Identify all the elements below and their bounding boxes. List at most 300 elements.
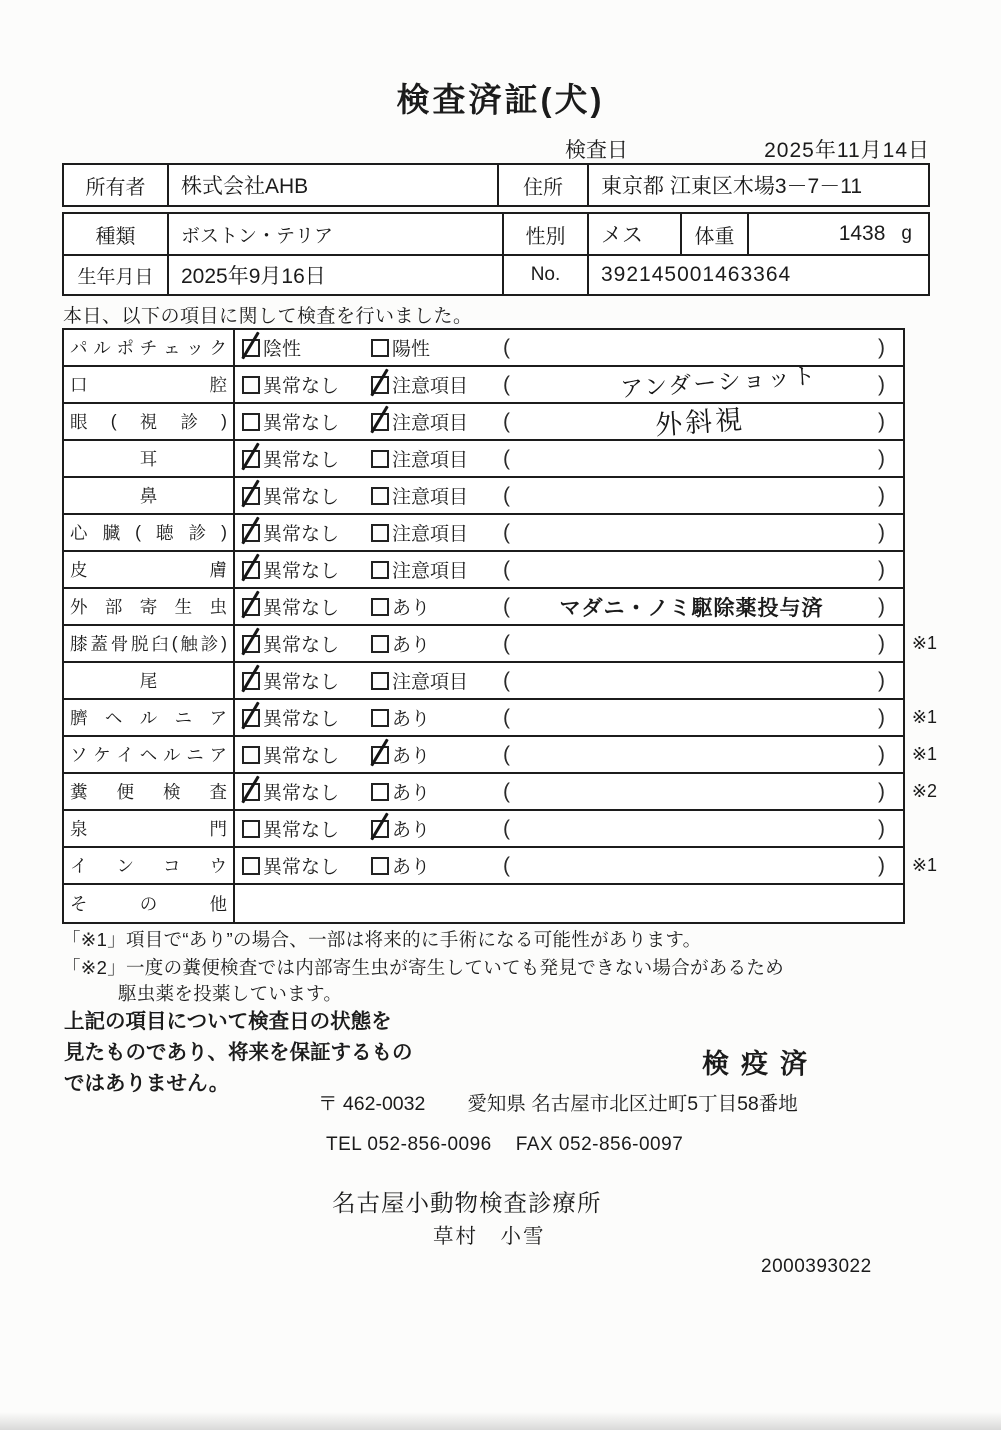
paren-open: (: [503, 557, 510, 581]
label-char: 臍: [70, 708, 88, 728]
checkbox-unchecked: [371, 487, 389, 505]
row-content: [235, 552, 903, 587]
row-label-cell: [64, 885, 235, 922]
check-mark-icon: [370, 812, 389, 840]
paren-close: ): [878, 779, 885, 803]
label-char: 聴: [156, 523, 174, 543]
page-title: 検査済証(犬): [396, 81, 605, 118]
breed-value: ボストン・テリア: [167, 214, 502, 254]
label-char: 皮: [70, 560, 88, 580]
checkbox-unchecked: [371, 561, 389, 579]
label-char: 蓋: [90, 634, 108, 654]
option-1: [242, 589, 339, 624]
row-note: アンダーショット: [619, 361, 818, 402]
label-char: コ: [163, 856, 181, 876]
label-char: 鼻: [139, 486, 158, 506]
label-char: ニ: [186, 745, 204, 765]
option-2: [371, 700, 430, 735]
option-2: [371, 774, 430, 809]
label-char: 診: [180, 412, 198, 432]
option-2: [371, 811, 430, 846]
option-1: [242, 478, 339, 513]
option-2: [371, 663, 468, 698]
owner-address-value: 東京都 江東区木場3－7－11: [587, 165, 928, 205]
option-label: あり: [392, 598, 431, 619]
label-char: 臓: [102, 523, 121, 543]
option-2: [371, 626, 430, 661]
intro-text: 本日、以下の項目に関して検査を行いました。: [63, 306, 473, 327]
checkbox-checked: [242, 524, 260, 542]
label-char: 骨: [110, 634, 129, 654]
label-char: 視: [139, 412, 158, 432]
check-mark-icon: [370, 405, 389, 433]
row-content: [235, 515, 903, 550]
label-char: 他: [209, 894, 227, 914]
checkbox-unchecked: [242, 820, 260, 838]
birth-value: 2025年9月16日: [167, 256, 502, 294]
row-content: [235, 589, 903, 624]
clinic-tel-line: [326, 1134, 683, 1156]
option-label: あり: [392, 635, 431, 656]
paren-open: (: [503, 483, 510, 507]
option-label: あり: [392, 709, 431, 730]
paren-close: ): [878, 668, 885, 692]
checklist-row: [64, 700, 937, 737]
check-mark-icon: [241, 516, 260, 544]
checkbox-checked: [242, 487, 260, 505]
paren-close: ): [878, 742, 885, 766]
label-char: の: [139, 894, 158, 914]
checkbox-unchecked: [242, 857, 260, 875]
option-label: 異常なし: [263, 857, 340, 878]
row-content: [235, 737, 903, 772]
option-1: [242, 663, 339, 698]
info-table: [62, 212, 930, 296]
checkbox-checked: [371, 413, 389, 431]
row-label: [70, 631, 227, 656]
checkbox-unchecked: [371, 672, 389, 690]
label-char: ヘ: [139, 745, 158, 765]
paren-close: ): [878, 335, 885, 359]
check-mark-icon: [370, 368, 389, 396]
label-char: 診: [188, 523, 207, 543]
row-label: [70, 483, 227, 508]
breed-row: [64, 214, 928, 254]
disclaimer-line1: 上記の項目について検査日の状態を: [64, 1010, 392, 1033]
label-char: 膝: [70, 634, 88, 654]
owner-address-label: 住所: [497, 165, 587, 205]
checklist-row: [64, 552, 903, 589]
paren-open: (: [503, 705, 510, 729]
checklist-row: [64, 737, 937, 774]
paren-close: ): [878, 446, 885, 470]
checklist-row: [64, 515, 903, 552]
option-label: 異常なし: [263, 524, 340, 545]
row-label-cell: [64, 330, 235, 365]
option-1: [242, 848, 339, 883]
label-char: ウ: [209, 856, 227, 876]
option-label: あり: [392, 746, 431, 767]
checkbox-unchecked: [371, 339, 389, 357]
checklist-row: [64, 885, 903, 922]
option-label: 異常なし: [263, 709, 340, 730]
label-char: 腔: [209, 375, 227, 395]
paren-open: (: [503, 520, 510, 544]
checklist-table: [62, 328, 937, 924]
clinic-fax: FAX 052-856-0097: [515, 1134, 684, 1155]
row-label-cell: [64, 404, 235, 439]
checklist-row: [64, 663, 903, 700]
paren-open: (: [503, 631, 510, 655]
paren-close: ): [878, 705, 885, 729]
row-content: [235, 700, 903, 735]
row-content: [235, 404, 903, 439]
check-mark-icon: [241, 442, 260, 470]
option-label: 異常なし: [263, 450, 340, 471]
option-label: あり: [392, 857, 431, 878]
disclaimer-line2: 見たものであり、将来を保証するもの: [64, 1041, 413, 1064]
footnote-2-line2: 駆虫薬を投薬しています。: [118, 983, 343, 1004]
label-char: ): [221, 411, 227, 431]
label-char: 臼: [151, 634, 169, 654]
disclaimer-line3: ではありません。: [64, 1072, 230, 1095]
option-1: [242, 515, 339, 550]
option-label: 陰性: [263, 339, 302, 360]
option-1: [242, 404, 339, 439]
owner-value: 株式会社AHB: [167, 165, 497, 205]
label-char: チ: [139, 338, 158, 358]
row-content: [235, 774, 903, 809]
label-char: そ: [70, 894, 88, 914]
row-label: [70, 891, 227, 916]
label-char: 眼: [70, 412, 88, 432]
scan-edge-artifact: [0, 1412, 1001, 1430]
checklist-row: [64, 478, 903, 515]
weight-value-cell: [747, 214, 928, 254]
label-char: 寄: [139, 597, 158, 617]
row-label: [70, 742, 227, 767]
checklist-row: [64, 404, 903, 441]
checklist-row: [64, 811, 903, 848]
clinic-name: 名古屋小動物検査診療所: [332, 1190, 602, 1216]
option-1: [242, 774, 339, 809]
option-label: 異常なし: [263, 635, 340, 656]
postal-code: 〒 462-0032: [318, 1093, 426, 1115]
quarantine-stamp: 検疫済: [702, 1049, 819, 1079]
option-label: 注意項目: [392, 672, 469, 693]
veterinarian-name: 草村 小雪: [433, 1225, 546, 1248]
microchip-no-label: No.: [502, 256, 587, 294]
label-char: 触: [180, 634, 198, 654]
row-label: [70, 853, 227, 878]
label-char: ン: [116, 856, 134, 876]
row-label-cell: [64, 848, 235, 883]
inspection-date-value: 2025年11月14日: [764, 139, 930, 162]
label-char: 生: [174, 597, 193, 617]
option-label: 陽性: [392, 339, 431, 360]
checkbox-unchecked: [242, 746, 260, 764]
paren-open: (: [503, 335, 510, 359]
paren-open: (: [503, 668, 510, 692]
row-label: [70, 594, 227, 619]
row-label-cell: [64, 441, 235, 476]
option-label: 異常なし: [263, 783, 340, 804]
check-mark-icon: [241, 479, 260, 507]
option-label: 注意項目: [392, 376, 469, 397]
sex-label: 性別: [502, 214, 587, 254]
label-char: 泉: [70, 819, 88, 839]
clinic-address: 愛知県 名古屋市北区辻町5丁目58番地: [467, 1093, 798, 1115]
clinic-tel: TEL 052-856-0096: [326, 1134, 492, 1155]
disclaimer: [64, 1006, 413, 1099]
clinic-postal-line: [318, 1088, 798, 1116]
label-char: 口: [70, 375, 88, 395]
label-char: 尾: [139, 671, 158, 691]
option-label: 異常なし: [263, 598, 340, 619]
label-char: ): [221, 633, 227, 653]
option-label: 注意項目: [392, 413, 469, 434]
check-mark-icon: [241, 664, 260, 692]
check-mark-icon: [241, 701, 260, 729]
label-char: ル: [163, 745, 181, 765]
label-char: イ: [70, 856, 88, 876]
row-content: [235, 663, 903, 698]
option-1: [242, 367, 339, 402]
check-mark-icon: [241, 331, 260, 359]
label-char: ソ: [70, 745, 88, 765]
row-content: [235, 885, 903, 922]
label-char: ッ: [186, 338, 204, 358]
row-label-cell: [64, 737, 235, 772]
row-label: [70, 409, 227, 434]
row-note: マダニ・ノミ駆除薬投与済: [559, 596, 824, 620]
row-label: [70, 335, 227, 360]
checkbox-checked: [242, 783, 260, 801]
paren-open: (: [503, 372, 510, 396]
owner-row: [64, 165, 928, 205]
label-char: ル: [93, 338, 111, 358]
row-label: [70, 446, 227, 471]
label-char: 膚: [209, 560, 227, 580]
paren-open: (: [503, 446, 510, 470]
row-content: [235, 441, 903, 476]
label-char: (: [135, 522, 141, 542]
weight-value: 1438: [838, 222, 886, 245]
option-label: 異常なし: [263, 561, 340, 582]
checkbox-unchecked: [371, 598, 389, 616]
checkbox-unchecked: [242, 376, 260, 394]
option-label: 異常なし: [263, 672, 340, 693]
row-note: 外斜視: [654, 404, 747, 441]
row-label: [70, 668, 227, 693]
row-label-cell: [64, 589, 235, 624]
paren-open: (: [503, 853, 510, 877]
checklist-row: [64, 774, 937, 811]
owner-label: 所有者: [85, 176, 146, 199]
row-label: [70, 705, 227, 730]
row-label: [70, 372, 227, 397]
label-char: 査: [209, 782, 227, 802]
inspection-date-label: 検査日: [565, 139, 628, 162]
checkbox-unchecked: [371, 857, 389, 875]
checkbox-checked: [242, 598, 260, 616]
option-1: [242, 737, 339, 772]
paren-close: ): [878, 557, 885, 581]
checklist-row: [64, 589, 903, 626]
row-content: [235, 626, 903, 661]
checkbox-checked: [371, 820, 389, 838]
footnote-1: 「※1」項目で“あり”の場合、一部は将来的に手術になる可能性があります。: [62, 929, 702, 950]
row-label-cell: [64, 663, 235, 698]
label-char: 検: [163, 782, 181, 802]
label-char: ヘ: [104, 708, 123, 728]
option-1: [242, 626, 339, 661]
row-label: [70, 557, 227, 582]
option-1: [242, 700, 339, 735]
checkbox-unchecked: [371, 783, 389, 801]
label-char: ケ: [93, 745, 111, 765]
checkbox-checked: [242, 450, 260, 468]
option-1: [242, 441, 339, 476]
microchip-no-value: 392145001463364: [587, 256, 928, 294]
check-mark-icon: [241, 553, 260, 581]
option-2: [371, 515, 468, 550]
label-char: イ: [116, 745, 134, 765]
checkbox-checked: [242, 672, 260, 690]
option-label: 注意項目: [392, 561, 469, 582]
option-label: 異常なし: [263, 820, 340, 841]
checkbox-unchecked: [371, 635, 389, 653]
option-label: 異常なし: [263, 376, 340, 397]
paren-close: ): [878, 483, 885, 507]
check-mark-icon: [241, 775, 260, 803]
row-label-cell: [64, 811, 235, 846]
check-mark-icon: [370, 738, 389, 766]
label-char: 心: [70, 523, 88, 543]
row-label-cell: [64, 774, 235, 809]
label-char: 耳: [139, 449, 158, 469]
row-label-cell: [64, 478, 235, 513]
checkbox-checked: [371, 376, 389, 394]
option-label: 注意項目: [392, 524, 469, 545]
row-label-cell: [64, 367, 235, 402]
option-2: [371, 441, 468, 476]
label-char: 診: [200, 634, 219, 654]
row-label-cell: [64, 515, 235, 550]
paren-close: ): [878, 853, 885, 877]
checkbox-checked: [242, 561, 260, 579]
option-2: [371, 552, 468, 587]
option-1: [242, 811, 339, 846]
row-ref-mark: ※1: [911, 855, 937, 875]
option-label: あり: [392, 783, 431, 804]
option-1: [242, 552, 339, 587]
label-char: ア: [209, 745, 227, 765]
row-content: [235, 811, 903, 846]
label-char: ク: [209, 338, 227, 358]
option-2: [371, 589, 430, 624]
label-char: (: [171, 633, 178, 653]
option-label: 異常なし: [263, 413, 340, 434]
label-char: 虫: [209, 597, 227, 617]
option-2: [371, 737, 430, 772]
option-2: [371, 404, 468, 439]
row-label: [70, 779, 227, 804]
paren-close: ): [878, 594, 885, 618]
checkbox-checked: [242, 339, 260, 357]
option-2: [371, 478, 468, 513]
paren-open: (: [503, 779, 510, 803]
option-1: [242, 330, 301, 365]
label-char: ポ: [116, 338, 134, 358]
birth-label: 生年月日: [77, 266, 154, 288]
row-label: [70, 816, 227, 841]
option-label: 注意項目: [392, 487, 469, 508]
row-label-cell: [64, 626, 235, 661]
label-char: ア: [209, 708, 227, 728]
paren-close: ): [878, 631, 885, 655]
paren-close: ): [878, 816, 885, 840]
paren-open: (: [503, 594, 510, 618]
checklist-row: [64, 626, 937, 663]
paren-open: (: [503, 409, 510, 433]
footnote-2-line1: 「※2」一度の糞便検査では内部寄生虫が寄生していても発見できない場合があるため: [62, 957, 784, 978]
checkbox-checked: [242, 635, 260, 653]
label-char: 脱: [131, 634, 149, 654]
check-mark-icon: [241, 627, 260, 655]
label-char: 門: [209, 819, 227, 839]
checklist-row: [64, 441, 903, 478]
row-ref-mark: ※1: [911, 707, 937, 727]
paren-close: ): [878, 409, 885, 433]
row-ref-mark: ※2: [911, 781, 937, 801]
row-label: [70, 520, 227, 545]
row-content: [235, 848, 903, 883]
checkbox-checked: [371, 746, 389, 764]
document-serial-number: 2000393022: [761, 1256, 872, 1277]
sex-value: メス: [587, 214, 680, 254]
option-2: [371, 367, 468, 402]
option-label: 異常なし: [263, 487, 340, 508]
label-char: ニ: [174, 708, 193, 728]
checklist-row: [64, 848, 937, 885]
weight-unit: g: [901, 223, 912, 244]
breed-label: 種類: [95, 225, 136, 248]
option-label: 異常なし: [263, 746, 340, 767]
paren-open: (: [503, 816, 510, 840]
row-ref-mark: ※1: [911, 744, 937, 764]
label-char: ェ: [163, 338, 181, 358]
weight-label: 体重: [680, 214, 747, 254]
row-ref-mark: ※1: [911, 633, 937, 653]
option-2: [371, 330, 430, 365]
label-char: (: [110, 411, 117, 431]
option-2: [371, 848, 430, 883]
option-label: あり: [392, 820, 431, 841]
label-char: 部: [104, 597, 123, 617]
label-char: 外: [70, 597, 88, 617]
birth-row: [64, 254, 928, 294]
checkbox-unchecked: [371, 709, 389, 727]
row-label-cell: [64, 552, 235, 587]
label-char: 便: [116, 782, 134, 802]
checkbox-checked: [242, 709, 260, 727]
checkbox-unchecked: [371, 524, 389, 542]
label-char: ): [221, 522, 227, 542]
label-char: パ: [70, 338, 88, 358]
row-label-cell: [64, 700, 235, 735]
label-char: ル: [139, 708, 158, 728]
